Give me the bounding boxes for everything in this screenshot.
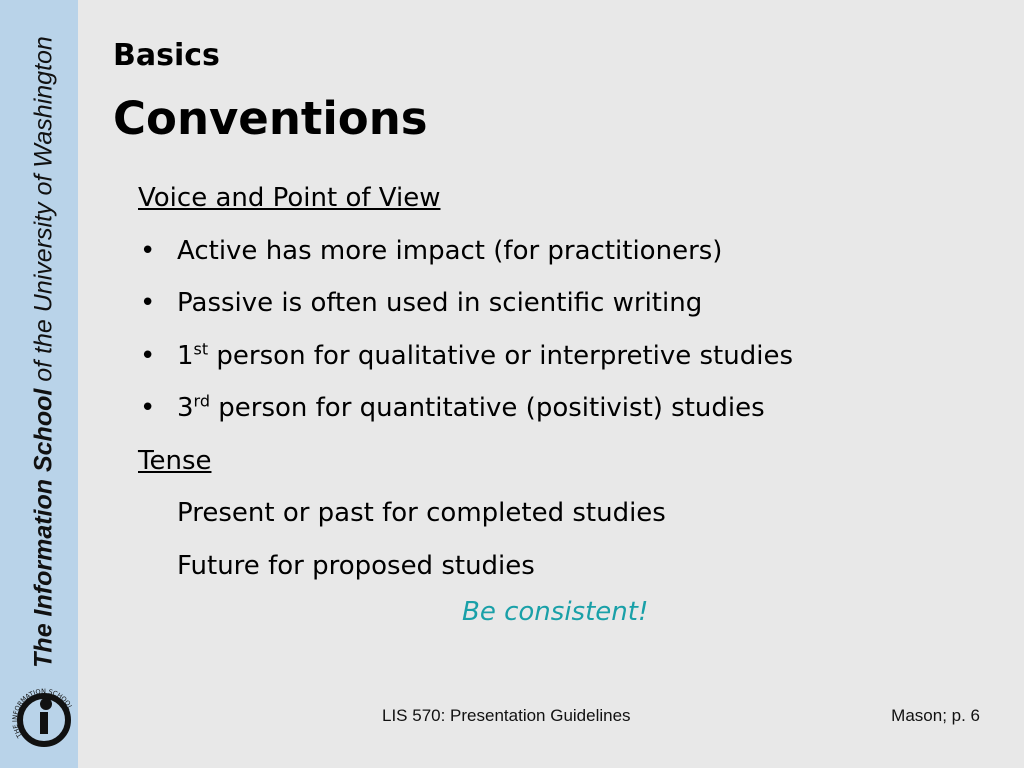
tense-line: Present or past for completed studies bbox=[177, 498, 666, 528]
bullet-text: Passive is often used in scientific writing bbox=[177, 288, 703, 318]
bullet-item bbox=[138, 227, 793, 280]
bullet-text: person for quantitative (positivist) studies bbox=[210, 393, 765, 423]
bullet-item bbox=[138, 279, 793, 332]
slide-content bbox=[138, 174, 793, 594]
org-name-bold: The Information School bbox=[29, 388, 58, 668]
sidebar bbox=[0, 0, 78, 768]
bullet-item bbox=[138, 384, 793, 437]
ischool-logo-icon bbox=[8, 682, 80, 754]
bullet-text: Active has more impact (for practitioners) bbox=[177, 235, 723, 266]
footer-course-title: LIS 570: Presentation Guidelines bbox=[382, 706, 631, 725]
bullet-number: 3 bbox=[177, 393, 194, 423]
bullet-dot: • bbox=[140, 393, 156, 423]
logo-ring-text: THE INFORMATION SCHOOL bbox=[10, 687, 75, 740]
ordinal-suffix: st bbox=[193, 338, 209, 358]
org-name-rest: of the University of Washington bbox=[29, 36, 58, 382]
bullet-dot: • bbox=[140, 235, 156, 266]
bullet-dot: • bbox=[140, 288, 156, 318]
slide-title: Conventions bbox=[113, 92, 428, 145]
slide-supertitle: Basics bbox=[113, 38, 220, 73]
section-heading-tense: Tense bbox=[138, 445, 212, 476]
bullet-number: 1 bbox=[177, 340, 194, 371]
bullet-text: person for qualitative or interpretive studies bbox=[208, 340, 793, 371]
footer-page-info: Mason; p. 6 bbox=[891, 706, 980, 725]
bullet-item bbox=[138, 332, 793, 385]
sidebar-org-text bbox=[30, 22, 59, 682]
section-heading-voice: Voice and Point of View bbox=[138, 183, 441, 213]
tense-line: Future for proposed studies bbox=[177, 550, 535, 581]
emphasis-note: Be consistent! bbox=[462, 597, 649, 627]
ordinal-suffix: rd bbox=[193, 391, 210, 411]
bullet-dot: • bbox=[140, 340, 156, 371]
